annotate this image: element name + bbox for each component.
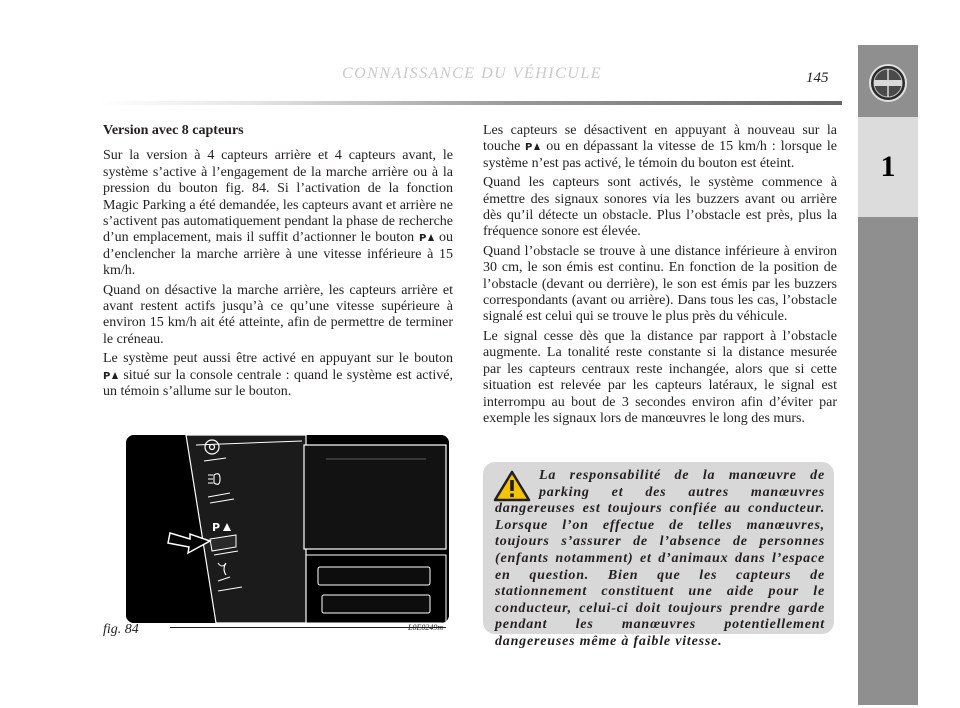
warning-text: La responsabilité de la manœuvre de parking et des autres manœuvres dangereuses est toujours confiée au conducteur. Lorsque l’on effectue de telles manœuvres, toujours s’assurer de l’absence de personnes (enfants notamment) et d’animaux dans l’espace en question. Bien que les capteurs de stationnement constituent une aide pour le conducteur, celui-ci doit toujours prendre garde pendant les manœuvres potentiellement dangereuses même à faible vitesse. [495,468,825,649]
right-column [483,123,837,430]
lancia-logo-icon [868,63,908,103]
figure-caption: fig. 84 [103,622,139,637]
left-paragraph-3-b: situé sur la console centrale : quand le système est activé, un témoin s’allume sur le bouton. [103,367,453,400]
console-illustration [126,435,449,623]
page-number: 145 [806,70,829,86]
left-paragraph-2: Quand on désactive la marche arrière, les capteurs arrière et avant restent actifs jusqu’à ce qu’une vitesse supérieure à environ 15 km/h ait été atteinte, afin de permettre de terminer le créneau. [103,282,453,347]
brand-logo-area [858,45,918,117]
header-rule [100,101,842,105]
left-column [103,123,453,404]
chapter-side-tab [858,45,918,705]
header-title: CONNAISSANCE DU VÉHICULE [342,65,602,82]
right-paragraph-2: Quand les capteurs sont activés, le système commence à émettre des signaux sonores via les buzzers avant ou arrière dès qu’il détecte un obstacle. Plus l’obstacle est près, plus la fréquence sonore est élevée. [483,175,837,240]
left-paragraph-1-a: Sur la version à 4 capteurs arrière et 4 capteurs avant, le système s’active à l’engagement de la marche arrière ou à la pression du bouton fig. 84. Si l’activation de la fonction Magic Parking a été demandée, les capteurs avant et arrière ne s’activent pas automatiquement pendant la phase de recherche d’un emplacement, mais il suffit d’actionner le bouton [103,148,453,246]
svg-text:P: P [525,142,533,152]
svg-text:P: P [418,233,426,243]
left-paragraph-3-a: Le système peut aussi être activé en appuyant sur le bouton [103,351,453,367]
warning-box [483,462,834,649]
parking-sensor-icon [419,231,435,242]
figure-caption-rule [170,627,446,628]
section-heading: Version avec 8 capteurs [103,123,244,138]
right-paragraph-1-a: Les capteurs se désactivent en appuyant à nouveau sur la touche [483,123,837,155]
svg-text:P: P [103,370,111,380]
right-paragraph-3: Quand l’obstacle se trouve à une distance inférieure à environ 30 cm, le son émis est continu. En fonction de la position de l’obstacle (devant ou derrière), le son est émis par les buzzers correspondants (avant ou arrière). Dans tous les cas, l’obstacle signalé est celui qui se trouve le plus près du véhicule. [483,243,837,325]
right-paragraph-1 [483,123,837,172]
left-paragraph-3 [103,351,453,400]
chapter-number: 1 [858,117,918,217]
parking-sensor-icon [525,140,541,151]
left-paragraph-1-b: ou d’enclencher la marche arrière à une vitesse inférieure à 15 km/h. [103,230,453,279]
figure-code: L0E0249m [408,623,444,632]
svg-text:P: P [212,521,221,534]
left-paragraph-1 [103,148,453,279]
figure-84-console-photo [126,435,449,623]
parking-sensor-icon [103,369,119,380]
right-paragraph-4: Le signal cesse dès que la distance par rapport à l’obstacle augmente. La tonalité reste constante si la distance mesurée par les capteurs centraux reste inchangée, alors que si cette situation est relevée par les capteurs latéraux, le signal est interrompu au bout de 3 secondes environ afin d’éviter par exemple les signaux lors de manœuvres le long des murs. [483,328,837,426]
right-paragraph-1-b: ou en dépassant la vitesse de 15 km/h : lorsque le système n’est pas activé, le témoin du bouton est éteint. [483,139,837,171]
